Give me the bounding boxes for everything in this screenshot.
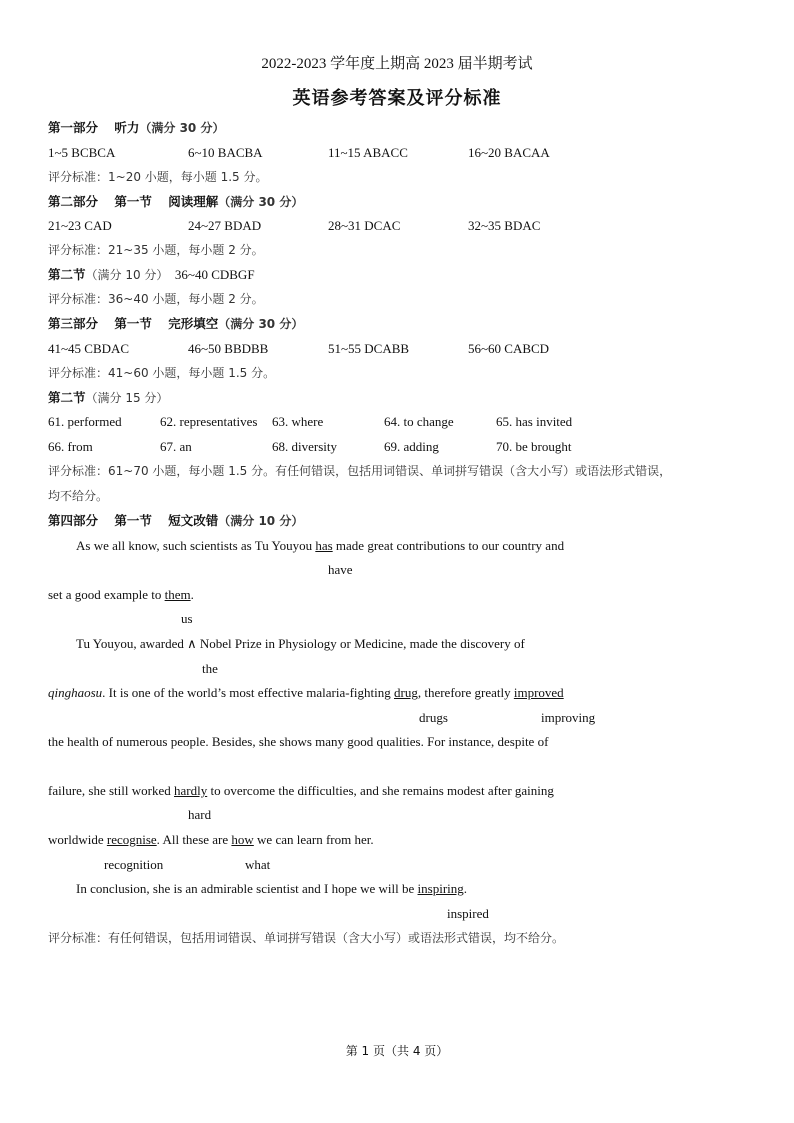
correction-recognition: recognition (104, 857, 164, 872)
part3-sec2-heading: 第二节 (48, 390, 86, 405)
part3-label: 第三部分 (48, 316, 99, 331)
correction-us: us (181, 611, 193, 626)
correction-drugs: drugs (419, 710, 448, 725)
correction-what: what (245, 857, 271, 872)
essay-text: Tu Youyou, awarded (76, 636, 188, 651)
fill-answer-65: 65. has invited (496, 414, 573, 429)
answer-key-title: 英语参考答案及评分标准 (292, 88, 502, 109)
essay-text: failure, she still worked (48, 783, 174, 798)
essay-text: . It is one of the world’s most effective malaria-fighting (102, 685, 394, 700)
part2-label: 第二部分 (48, 194, 99, 209)
fill-answer-68: 68. diversity (272, 439, 337, 454)
part1-scoring: 评分标准：1~20 小题，每小题 1.5 分。 (48, 170, 268, 184)
part4-score: （满分 10 分） (218, 514, 304, 528)
essay-line-7 (48, 831, 374, 849)
part1-answer-1: 1~5 BCBCA (48, 145, 116, 160)
essay-line-2 (48, 586, 194, 604)
essay-text: In conclusion, she is an admirable scientist and I hope we will be (76, 881, 418, 896)
part3-score: （满分 30 分） (218, 317, 304, 331)
error-how: how (231, 832, 254, 847)
part2-sec2-score: （满分 10 分） (85, 268, 169, 282)
part3-name: 完形填空 (168, 316, 219, 331)
fill-answer-70: 70. be brought (496, 439, 572, 454)
fill-answer-67: 67. an (160, 439, 192, 454)
part3-sec2-line (48, 389, 168, 407)
part2-section: 第一节 (114, 194, 152, 209)
part4-name: 短文改错 (168, 513, 219, 528)
page-number: 第 1 页（共 4 页） (345, 1044, 449, 1058)
exam-title: 2022-2023 学年度上期高 2023 届半期考试 (261, 56, 533, 72)
part4-section: 第一节 (114, 513, 152, 528)
part3-sec2-score: （满分 15 分） (85, 391, 169, 405)
essay-line-5: the health of numerous people. Besides, she shows many good qualities. For instance, despite of (48, 734, 549, 749)
part1-name: 听力 (114, 120, 140, 135)
part2-sec2-scoring: 评分标准：36~40 小题，每小题 2 分。 (48, 292, 264, 306)
part3-answer-4: 56~60 CABCD (468, 341, 550, 356)
essay-text: , therefore greatly (417, 685, 514, 700)
part4-label: 第四部分 (48, 513, 99, 528)
fill-answer-69: 69. adding (384, 439, 439, 454)
essay-text: we can learn from her. (253, 832, 374, 847)
essay-text: to overcome the difficulties, and she remains modest after gaining (207, 783, 554, 798)
part4-heading (48, 512, 303, 530)
essay-text: . All these are (156, 832, 232, 847)
part1-heading (48, 119, 224, 137)
essay-text: set a good example to (48, 587, 165, 602)
part1-score: （满分 30 分） (139, 121, 225, 135)
essay-text: . (190, 587, 194, 602)
error-improved: improved (513, 685, 564, 700)
part3-answer-3: 51~55 DCABB (328, 341, 410, 356)
part4-scoring: 评分标准：有任何错误，包括用词错误、单词拼写错误（含大小写）或语法形式错误，均不给分。 (48, 931, 565, 945)
part2-sec2-heading: 第二节 (48, 267, 86, 282)
essay-text: Nobel Prize in Physiology or Medicine, made the discovery of (196, 636, 525, 651)
essay-text: . (463, 881, 468, 896)
insert-caret-icon: ∧ (187, 637, 197, 652)
part2-sec2-line (48, 266, 255, 284)
essay-line-3 (76, 635, 525, 654)
error-them: them (164, 587, 191, 602)
essay-text: made great contributions to our country and (332, 538, 565, 553)
error-drug: drug (394, 685, 418, 700)
part2-scoring: 评分标准：21~35 小题，每小题 2 分。 (48, 243, 264, 257)
fill-scoring-1: 评分标准：61~70 小题，每小题 1.5 分。有任何错误，包括用词错误、单词拼写错误（含大小写）或语法形式错误， (48, 464, 672, 478)
fill-scoring-2: 均不给分。 (48, 489, 109, 503)
essay-line-8 (76, 880, 467, 898)
fill-answer-61: 61. performed (48, 414, 122, 429)
essay-line-6 (48, 782, 554, 800)
essay-line-4 (48, 684, 564, 702)
part2-answer-1: 21~23 CAD (48, 218, 112, 233)
part3-answer-1: 41~45 CBDAC (48, 341, 130, 356)
fill-answer-63: 63. where (272, 414, 324, 429)
part2-answer-3: 28~31 DCAC (328, 218, 401, 233)
error-recognise: recognise (106, 832, 157, 847)
essay-text: As we all know, such scientists as Tu Youyou (76, 538, 316, 553)
error-has: has (315, 538, 333, 553)
part2-score: （满分 30 分） (218, 195, 304, 209)
essay-text: worldwide (48, 832, 107, 847)
part1-answer-3: 11~15 ABACC (328, 145, 408, 160)
part2-answer-4: 32~35 BDAC (468, 218, 541, 233)
correction-hard: hard (188, 807, 212, 822)
part1-answer-2: 6~10 BACBA (188, 145, 263, 160)
part3-heading (48, 315, 303, 333)
part3-scoring: 评分标准：41~60 小题，每小题 1.5 分。 (48, 366, 276, 380)
correction-the: the (202, 661, 218, 676)
part1-label: 第一部分 (48, 120, 99, 135)
fill-answer-66: 66. from (48, 439, 93, 454)
fill-answer-64: 64. to change (384, 414, 454, 429)
correction-have: have (328, 562, 353, 577)
part1-answer-4: 16~20 BACAA (468, 145, 550, 160)
essay-line-1 (76, 537, 564, 555)
error-inspiring: inspiring (417, 881, 464, 896)
fill-answer-62: 62. representatives (160, 414, 258, 429)
part3-answer-2: 46~50 BBDBB (188, 341, 269, 356)
part2-answer-2: 24~27 BDAD (188, 218, 262, 233)
error-hardly: hardly (174, 783, 208, 798)
part2-sec2-answers: 36~40 CDBGF (174, 267, 255, 282)
part3-section: 第一节 (114, 316, 152, 331)
essay-italic-term: qinghaosu (48, 685, 103, 700)
part2-name: 阅读理解 (168, 194, 219, 209)
correction-improving: improving (541, 710, 596, 725)
part2-heading (48, 193, 303, 211)
correction-inspired: inspired (447, 906, 489, 921)
